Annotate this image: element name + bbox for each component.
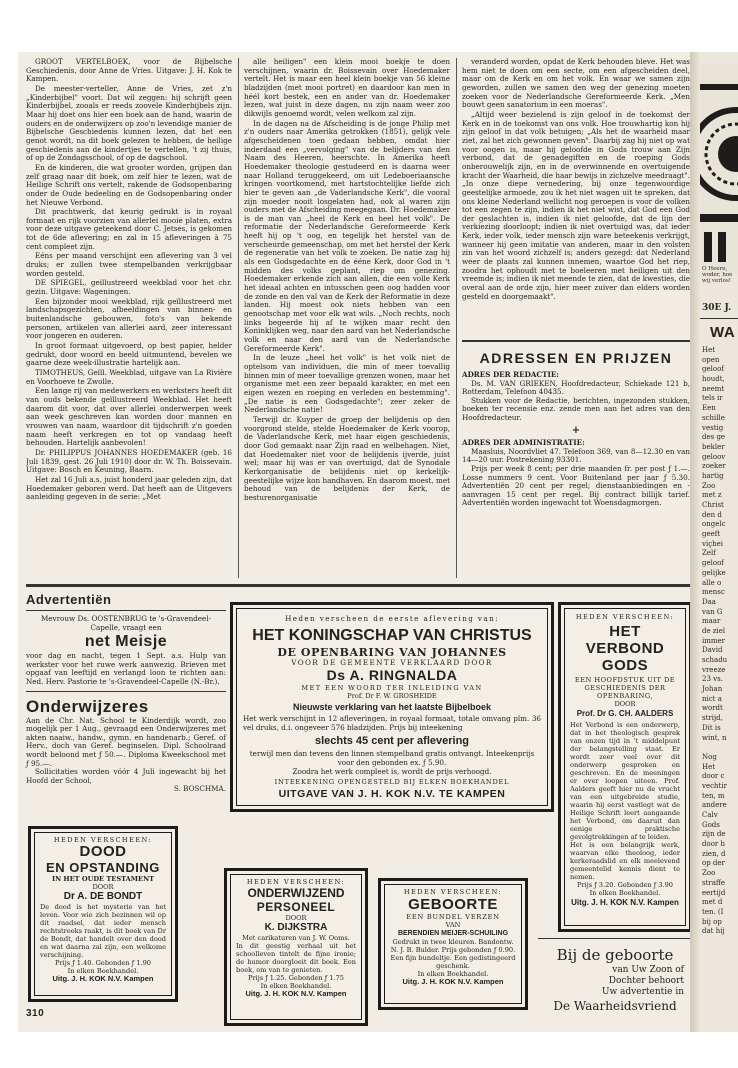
koningschap-publisher: UITGAVE VAN J. H. KOK N.V. TE KAMPEN <box>278 788 506 801</box>
facing-line: Zoo <box>702 481 716 490</box>
advertenties-title: Advertentiën <box>26 592 112 607</box>
facing-line: Daa <box>702 597 716 606</box>
facing-line: nict a <box>702 694 722 703</box>
column1-paragraph: DE SPIEGEL, geillustreerd weekblad voor het chr. gezin. Uitgave: Wageningen. <box>26 278 232 297</box>
facing-line: ongelc <box>702 520 726 529</box>
facing-line: Nog <box>702 752 717 761</box>
facing-line: houdt, <box>702 375 725 384</box>
dood-title-1: DOOD <box>79 843 127 860</box>
admin-line-1: Maasluis, Noordvliet 47. Telefoon 369, van 8—12.30 en van 14—20 uur. Postrekening 93301. <box>462 446 690 465</box>
facing-line: door h <box>702 840 725 849</box>
facing-caption-1: O Heere, <box>702 266 728 272</box>
koningschap-subtitle: DE OPENBARING VAN JOHANNES <box>277 645 507 659</box>
onderwijzend-publisher: Uitg. J. H. KOK N.V. Kampen <box>245 989 347 998</box>
geboorte-publisher: Uitg. J. H. KOK N.V. Kampen <box>402 977 504 986</box>
dood-publisher: Uitg. J. H. KOK N.V. Kampen <box>52 974 154 983</box>
facing-line: Christ <box>702 501 724 509</box>
facing-line: maar <box>702 617 721 626</box>
column1-paragraph: Dr. PHILIPPUS JOHANNES HOEDEMAKER (geb. 16 Juli 1839, gest. 26 Juli 1910) door dr. W. Th. Boissevain. Uitgave: Bosch en Keuning, Baarn. <box>26 447 232 475</box>
column-rule-2 <box>456 58 457 578</box>
geboorte-text-2: Een fijn bundeltje. Een gedistingeerd geschenk. <box>390 954 516 970</box>
redactie-line-2: Stukken voor de Redactie, berichten, ingezonden stukken, boeken ter recensie enz. zende men aan het adres van den Hoofdredacteur. <box>462 395 690 422</box>
dood-price: Prijs ƒ 1.40. Gebonden ƒ 1.90 <box>55 959 151 967</box>
onderwijzend-cartoons: Met carikaturen van J. W. Ooms. <box>242 934 350 942</box>
geboorte-shops: In elken Boekhandel. <box>417 970 489 978</box>
article-column-2 <box>244 58 450 582</box>
koningschap-tagline: Nieuwste verklaring van het laatste Bijbelboek <box>292 702 492 713</box>
onderwijzend-price: Prijs ƒ 1.25. Gebonden ƒ 1.75 <box>248 974 344 982</box>
meisje-intro: Mevrouw Ds. OOSTENBRUG te 's-Gravendeel-Capelle, vraagt een <box>40 614 212 632</box>
column3-paragraph: „Altijd weer bezielend is zijn geloof in de toekomst der Kerk en in de toekomst van ons volk. Hoe trouwhartig kon hij zijn geloof in dat volk betuigen; „Als het de waarheid maar ziet, zal het zich gewonnen geven". Daarbij zag hij niet op wat voor oogen is, maar hij geloofde in Gods trouw aan Zijn verbond, dat de genadegiften en de roeping Gods onberouwelijk zijn, en in de overwinnende en overtuigende kracht der Waarheid, die haar bewijs in zichzelve meedraagt". „In onze diepe vernedering, bij onze tegenwoordige geestelijke armoede, zou ik het niet wagen uit te spreken, dat ons kleine Nederland wellicht nog geroepen is voor de volken tot een zegen te zijn, indien ik het niet wist, dat God een God der geslachten is, indien ik niet geloofde, dat de lijn der verkiezing doorloopt; indien ik niet overtuigd was, dat ieder Kerk, ieder volk, ieder mensch zijn ware beteekenis verkrijgt, wanneer hij geen imitatie van anderen, maar in den volsten zin van het woord zichzelf is; anders gezegd: dat Nederland weer de plaats zal kunnen innemen, waartoe God het riep, zoodra het ophoudt met te boeleeren met heiligen uit den vreemde is; indien ik niet meende te zien, dat de kwesties, die overal aan de orde zijn, hier meer zuiver dan elders worden gesteld en doorgemaakt". <box>462 109 690 301</box>
koningschap-intro-by: Prof. Dr F. W. GROSHEIDE <box>347 692 437 701</box>
koningschap-author: Ds A. RINGNALDA <box>326 667 458 684</box>
facing-line: op der <box>702 859 725 868</box>
column1-paragraph: In groot formaat uitgevoerd, op best papier, helder gedrukt, door woord en beeld uitmuntend, bevelen we gaarne deze week-illustratie hartelijk aan. <box>26 341 232 368</box>
column1-paragraph: GROOT VERTELBOEK, voor de Bijbelsche Geschiedenis, door Anne de Vries. Uitgave: J. H. Kok te Kampen. <box>26 58 232 84</box>
classified-divider <box>26 691 226 692</box>
meisje-heading: net Meisje <box>84 633 168 651</box>
address-top-rule <box>462 340 690 342</box>
onderwijzend-author: K. DIJKSTRA <box>264 922 328 933</box>
column3-paragraph: veranderd worden, opdat de Kerk behouden bleve. Het was hem niet te doen om een secte, om een afgescheiden deel, maar om de Kerk en om het volk. En waar we samen zijn geworden, zullen we samen den weg der genezing moeten zoeken voor de Nederlandsche Gereformeerde Kerk. „Men bouwt geen sanatorium in een moeras". <box>462 58 690 110</box>
onderwijzend-text: In dit geestig verhaal uit het schoolleven tintelt de fijne ironie; de humor doorgloeit dit boek. Een boek, om van te genieten. <box>236 942 356 974</box>
facing-line: van G <box>702 607 723 616</box>
admin-heading: ADRES DER ADMINISTRATIE: <box>462 438 585 448</box>
verbond-by: DOOR <box>614 700 636 708</box>
facing-line: zien, d <box>702 849 726 858</box>
koningschap-line: VOOR DE GEMEENTE VERKLAARD DOOR <box>291 657 493 667</box>
facing-line: dat hij <box>702 927 725 936</box>
facing-line: des ge <box>702 433 726 442</box>
facing-line: mensc <box>702 588 725 597</box>
koningschap-desc-3: Zoodra het werk compleet is, wordt de prijs verhoogd. <box>292 766 492 776</box>
facing-line: Het <box>702 346 716 354</box>
facing-line: tels ir <box>702 394 723 403</box>
verbond-pre: HEDEN VERSCHEEN: <box>575 613 675 621</box>
verbond-shops: In elken Boekhandel. <box>589 889 661 897</box>
verbond-publisher: Uitg. J. H. KOK N.V. Kampen <box>571 898 679 907</box>
facing-line: Calv <box>702 811 718 819</box>
facing-line: Zelf <box>702 549 716 558</box>
article-column-3 <box>462 58 690 338</box>
koningschap-ordering: INTEEKENING OPENGESTELD BIJ ELKEN BOEKHANDEL <box>274 778 510 787</box>
koningschap-price: slechts 45 cent per aflevering <box>314 735 470 748</box>
page-gutter <box>690 52 700 1032</box>
facing-line: andere <box>702 801 727 810</box>
facing-line: bekler <box>702 442 725 451</box>
onderwijzeres-heading: Onderwijzeres <box>26 696 149 716</box>
column2-paragraph: Terwijl dr. Kuyper de groep der belijdenis op den voorgrond stelde, stelde Hoedemaker de Kerk voorop, de Vaderlandsche Kerk, met haar eigen geschiedenis, door God gemaakt naar Zijn raad en welbehagen. Niet, dat Hoedemaker niet voor de belijdenis ijverde, juist wel; maar hij was er van overtuigd, dat de Synodale Kerkorganisatie de belijdenis niet op kerkelijk-geestelijke wijze kon handhaven. En daarom moest, met behoud van de belijdenis der Kerk, de besturenorganisatie <box>244 414 450 502</box>
onderwijzend-title-2: PERSONEEL <box>256 900 336 914</box>
facing-date: 30E J. <box>702 303 732 313</box>
dood-pre: HEDEN VERSCHEEN: <box>53 836 153 844</box>
facing-line: vreeze <box>702 665 726 674</box>
facing-line: hartig <box>702 471 724 480</box>
onderwijzend-title-1: ONDERWIJZEND <box>247 886 345 900</box>
facing-line: straffe <box>702 878 726 887</box>
bijgeboorte-line-1: van Uw Zoon of <box>612 965 684 975</box>
dood-author: Dr A. DE BONDT <box>63 891 143 902</box>
column1-paragraph: Een lange rij van medewerkers en werksters heeft dit van ouds bekende geïllustreerd Weekblad. Het heeft daarom dit voor, dat over allerlei onderwerpen week aan week geschreven kan worden door mannen en vrouwen van naam, waardoor dit tijdschrift z'n goeden naam heeft verkregen en tot op vandaag heeft behouden. Hartelijk aanbevolen! <box>26 386 232 448</box>
facing-line: schadu <box>702 656 728 664</box>
column1-paragraph: Eéns per maand verschijnt een aflevering van 3 vel druks; er zullen twee stempelbanden verkrijgbaar worden gesteld. <box>26 251 232 278</box>
facing-line: Het <box>702 762 716 771</box>
ad-onderwijzend-personeel <box>224 868 368 1026</box>
facing-line: bij op <box>702 917 722 926</box>
dood-text: De dood is het mysterie van het leven. Voor wie zich bezinnen wil op dit raadsel, dat ieder mensch rechtstreeks raakt, is dit boek van Dr de Bondt, dat handelt over den dood en wat daarna zal zijn, een welkome verschijning. <box>40 903 166 959</box>
facing-line: geeft <box>702 530 721 539</box>
geboorte-by: VAN <box>445 921 461 929</box>
ad-verbond <box>558 602 692 932</box>
column1-paragraph: De meester-verteller, Anne de Vries, zet z'n „Kinderbijbel" voort. Dat wil zeggen: hij schrijft geen Kinderbijbel, zooals er reeds zoovele Kinderbijbels zijn. Maar hij doet ons hier een boek aan de hand, waarin de ouders en de onderwijzers op zoo'n levendige manier de Bijbelsche Geschiedenis kunnen lezen, dat het een genot wordt, na dit boek gelezen te hebben, de heilige geschiedenis aan de kindertjes te vertellen, 't zij thuis, of op de Zondagsschool, of op de dagschool. <box>26 83 232 163</box>
onderwijzeres-text: Aan de Chr. Nat. School te Kinderdijk wordt, zoo mogelijk per 1 Aug., gevraagd een Onderwijzeres met akten naaiw., handw., gymn. en handenarb.; Geref. of Herv., doch van Geref. beginselen. Dipl. Schoolraad wordt beloond met ƒ 50.—. Diploma Kweekschool met ƒ 95.—. <box>26 715 226 768</box>
verbond-author: Prof. Dr G. CH. AALDERS <box>576 709 674 718</box>
onderwijzend-by: DOOR <box>285 914 307 922</box>
bijgeboorte-line-2: Dochter behoort <box>608 976 684 986</box>
column1-paragraph: TIMOTHEUS, Geïll. Weekblad, uitgave van La Rivière en Voorhoeve te Zwolle. <box>26 367 232 386</box>
column2-paragraph: alle heiligen" een klein mooi boekje te doen verschijnen, waarin dr. Boissevain over Hoedemaker vertelt. Het is maar een heel klein boekje van 56 kleine bladzijden (met mooi portret) en daardoor kan men in héél kort bestek, een en ander van dr. Hoedemaker lezen, wat juist in deze dagen, nu zijn naam weer zoo dikwijls genoemd wordt, velen welkom zal zijn. <box>244 58 450 118</box>
page-number: 310 <box>26 1008 45 1019</box>
facing-line: strijd, <box>702 714 723 723</box>
facing-line: neemt <box>702 384 725 393</box>
facing-line: David <box>702 646 723 655</box>
dood-by: DOOR <box>92 883 114 891</box>
address-block <box>462 346 690 580</box>
verbond-text-2: Het is een belangrijk werk, waarvan elke theoloog, ieder kerkeraadslid en elk meelevend gemeentelid kennis dient te nemen. <box>570 841 680 881</box>
address-separator: + <box>571 424 581 436</box>
ad-bij-de-geboorte <box>538 938 692 1022</box>
column2-paragraph: In de dagen na de Afscheiding is de jonge Philip met z'n ouders naar Amerika getrokken (1851), gelijk vele afgescheidenen toen gedaan hebben, omdat hier inderdaad een „vervolging" van de belijders van den Naam des Heeren, heerschte. In Amerika heeft Hoedemaker theologie gestudeerd en is daarna weer naar Holland teruggekeerd, om uit Ledeboeriaansche kringen voortkomend, met hartstochtelijke liefde zich hier te geven aan „de Vaderlandsche Kerk", die vooral zijn moeder nooit losgelaten had, ook al waren zijn ouders met de Afscheiding meegegaan. Dr. Hoedemaker is de man van „heel de Kerk en heel het volk". De reformatie der Nederlandsche Gereformeerde Kerk heeft hij op 't oog, en tegelijk het herstel van de verscheurde gemeenschap, om met het herstel der Kerk de regeneratie van het volk te zoeken. De natie zag hij als een Godsgedachte en de ééne Kerk, door God in 't midden des volks geplant, riep om genezing. Hoedemaker erkende zich aan allen, die een volle Kerk het ideaal achten en intusschen geen oog hadden voor de zonde en den val van de Kerk der Reformatie in deze landen. Hij moest ook niets hebben van een genootschap met voor elk wat wils. „Noch rechts, noch links begeerde hij af te wijken maar recht den Koninklijken weg, naar den aard van het Nederlandsche volk en naar den aard van de Nederlandsche Gereformeerde Kerk". <box>244 118 450 353</box>
koningschap-desc: Het werk verschijnt in 12 afleveringen, in royaal formaat, totale omvang plm. 36 vel druks, d.i. ongeveer 576 bladzijden. Prijs bij inteekening <box>243 714 541 732</box>
column-rule-1 <box>238 58 239 578</box>
facing-line: den d <box>702 510 722 519</box>
column1-paragraph: Het zal 16 Juli a.s. juist honderd jaar geleden zijn, dat Hoedemaker geboren werd. Dat heeft aan de Uitgevers aanleiding gegeven in de serie: „Met <box>26 474 232 502</box>
facing-page-fragment <box>700 52 738 1032</box>
verbond-text: Het Verbond is een onderwerp, dat in het theologisch gesprek van onzen tijd in 't middelpunt der belangstelling staat. Er wordt zeer veel over dit onderwerp gesproken en geschreven. En de meeningen er over loopen uiteen. Prof. Aalders geeft hier nu de vrucht van een uitgebreide studie, waarin hij eerst vastlegt wat de Heilige Schrift leert aangaande het Verbond, om daaruit dan eenige praktische gevolgtrekkingen af te leiden. <box>570 721 680 841</box>
facing-caption-2: woder, hoe <box>702 272 733 278</box>
advertisement-top-rule <box>26 584 690 587</box>
facing-line: vechtir <box>702 781 727 790</box>
facing-line: zoeker <box>702 462 726 471</box>
verbond-price: Prijs ƒ 3.20. Gebonden ƒ 3.90 <box>577 881 673 889</box>
meisje-text: voor dag en nacht, tegen 1 Sept. a.s. Hulp van werkster voor het ruwe werk aanwezig. Brieven met opgaaf van leeftijd en verlangd loon te richten aan: Ned. Herv. Pastorie te 's-Gravendeel-Capelle (N.-Br.). <box>26 651 226 686</box>
facing-line: open <box>702 355 720 364</box>
bijgeboorte-head: Bij de geboorte <box>556 946 674 964</box>
facing-line: Dit is <box>702 723 721 732</box>
facing-line: geloof <box>702 559 724 568</box>
ad-geboorte <box>378 878 528 1010</box>
column1-paragraph: Een bijzonder mooi weekblad, rijk geïllustreerd met landschapsgezichten, afbeeldingen van binnen- en buitenlandsche gebouwen, foto's van bekende personen, artikelen van allerlei aard, zeer interessant voor jongeren en ouderen. <box>26 296 232 341</box>
admin-line-2: Prijs per week 8 cent; per drie maanden fr. per post ƒ 1.—. Losse nummers 9 cent. Voor Buitenland per jaar ƒ 5.30. Advertentiën 20 cent per regel; dienstaanbiedingen en -aanvragen 15 cent per regel. Bij contract billijk tarief. Advertentiën worden ingewacht tot Woensdagmorgen. <box>462 463 690 508</box>
facing-line: Zoo <box>702 869 716 878</box>
column1-paragraph: En de kinderen, die wat grooter worden, grijpen dan zelf graag naar dit boek, om zelf hier te lezen, wat de Heilige Schrift ons vertelt, rakende de Godsopenbaring onder de Oude bedeeling en de Godsopenbaring onder het Nieuwe Verbond. <box>26 162 232 207</box>
geboorte-pre: HEDEN VERSCHEEN: <box>403 888 503 896</box>
facing-line: ten, m <box>702 791 725 800</box>
facing-line: door c <box>702 772 725 781</box>
verbond-title: HET VERBOND GODS <box>585 623 665 674</box>
dood-shops: In elken Boekhandel. <box>67 967 139 975</box>
facing-line: viçhei <box>702 539 724 548</box>
facing-line: Een <box>702 404 716 413</box>
facing-line: wint, n <box>702 733 727 742</box>
facing-line: vestig <box>702 423 724 432</box>
ad-koningschap <box>230 602 554 812</box>
facing-date-rule <box>700 318 738 319</box>
facing-line: de ziel <box>702 626 726 635</box>
newspaper-page <box>18 52 698 1032</box>
facing-line: zijn de <box>702 830 726 839</box>
facing-line: immer <box>702 636 726 645</box>
facing-column <box>702 346 738 937</box>
facing-line: 23 vs. <box>702 675 723 684</box>
column1-paragraph: Dit prachtwerk, dat keurig gedrukt is in royaal formaat en rijk voorzien van allerlei mooie platen, extra voor deze uitgave geteekend door C. Jetses, is gekomen tot de 6de aflevering; en zal in 15 afleveringen à 75 cent compleet zijn. <box>26 207 232 251</box>
facing-line: gelijke <box>702 568 726 577</box>
advertenties-rule <box>26 610 226 611</box>
onderwijzeres-signature: S. BOSCHMA. <box>173 784 226 794</box>
facing-line: geloov <box>702 452 726 461</box>
onderwijzend-shops: In elken Boekhandel. <box>260 982 332 990</box>
facing-heading: WA <box>710 324 736 341</box>
ad-dood-opstanding <box>28 826 178 1002</box>
bijgeboorte-line-3: Uw advertentie in <box>601 987 684 997</box>
facing-line: alle o <box>702 578 722 587</box>
onderwijzend-pre: HEDEN VERSCHEEN: <box>246 878 346 886</box>
geboorte-title: GEBOORTE <box>408 896 498 913</box>
column2-paragraph: In de leuze „heel het volk" is het volk niet de optelsom van individuen, die min of meer toevallig binnen min of meer toevallige grenzen wonen, maar het organisme met een zeer bepaald karakter, en met een eigen wezen en roeping en verleden en bestemming". „De natie is een Godsgedachte"; zeer zeker de Nederlandsche natie! <box>244 353 450 415</box>
facing-line <box>702 743 738 753</box>
facing-line: ten. (I <box>702 907 724 916</box>
facing-line: geloof <box>702 365 724 374</box>
facing-line: wordt <box>702 704 723 713</box>
facing-caption-3: wij verlos! <box>702 278 732 284</box>
redactie-heading: ADRES DER REDACTIE: <box>462 370 559 379</box>
verbond-subtitle: EEN HOOFDSTUK UIT DE GESCHIEDENIS DER OPENBARING, <box>574 676 676 700</box>
ornament-illustration <box>700 64 738 274</box>
bijgeboorte-paper: De Waarheidsvriend <box>553 999 677 1013</box>
koningschap-pre: Heden verscheen de eerste aflevering van: <box>285 614 499 623</box>
dood-title-2: EN OPSTANDING <box>46 860 160 875</box>
geboorte-subtitle: EEN BUNDEL VERZEN <box>406 913 500 921</box>
facing-line: met d <box>702 898 723 907</box>
address-title: ADRESSEN EN PRIJZEN <box>479 350 673 366</box>
koningschap-intro: MET EEN WOORD TER INLEIDING VAN <box>301 684 483 693</box>
facing-line: Johan <box>702 685 723 694</box>
facing-line: Gods <box>702 820 720 829</box>
onderwijzeres-text-2: Sollicitaties worden vóór 4 Juli ingewacht bij het Hoofd der School, <box>26 767 226 785</box>
koningschap-title: HET KONINGSCHAP VAN CHRISTUS <box>252 626 532 644</box>
redactie-line-1: Ds. M. VAN GRIEKEN, Hoofdredacteur, Schiekade 121 b, Rotterdam, Telefoon 40435. <box>462 378 690 397</box>
facing-line: eertijd <box>702 888 726 897</box>
geboorte-text: Gedrukt in twee kleuren. Bandontw. N. J. B. Bulder. Prijs gebonden ƒ 0.90. <box>390 938 516 954</box>
facing-line: met z <box>702 491 722 500</box>
koningschap-desc-2: terwijl men dan tevens den linnen stempelband gratis ontvangt. Inteekenprijs voor den gebonden ex. ƒ 5.90. <box>249 749 535 767</box>
geboorte-author: BERENDIEN MEIJER-SCHUILING <box>397 930 509 937</box>
facing-line: schille <box>702 413 725 422</box>
dood-subtitle: IN HET OUDE TESTAMENT <box>51 875 154 883</box>
article-column-1 <box>26 58 232 582</box>
